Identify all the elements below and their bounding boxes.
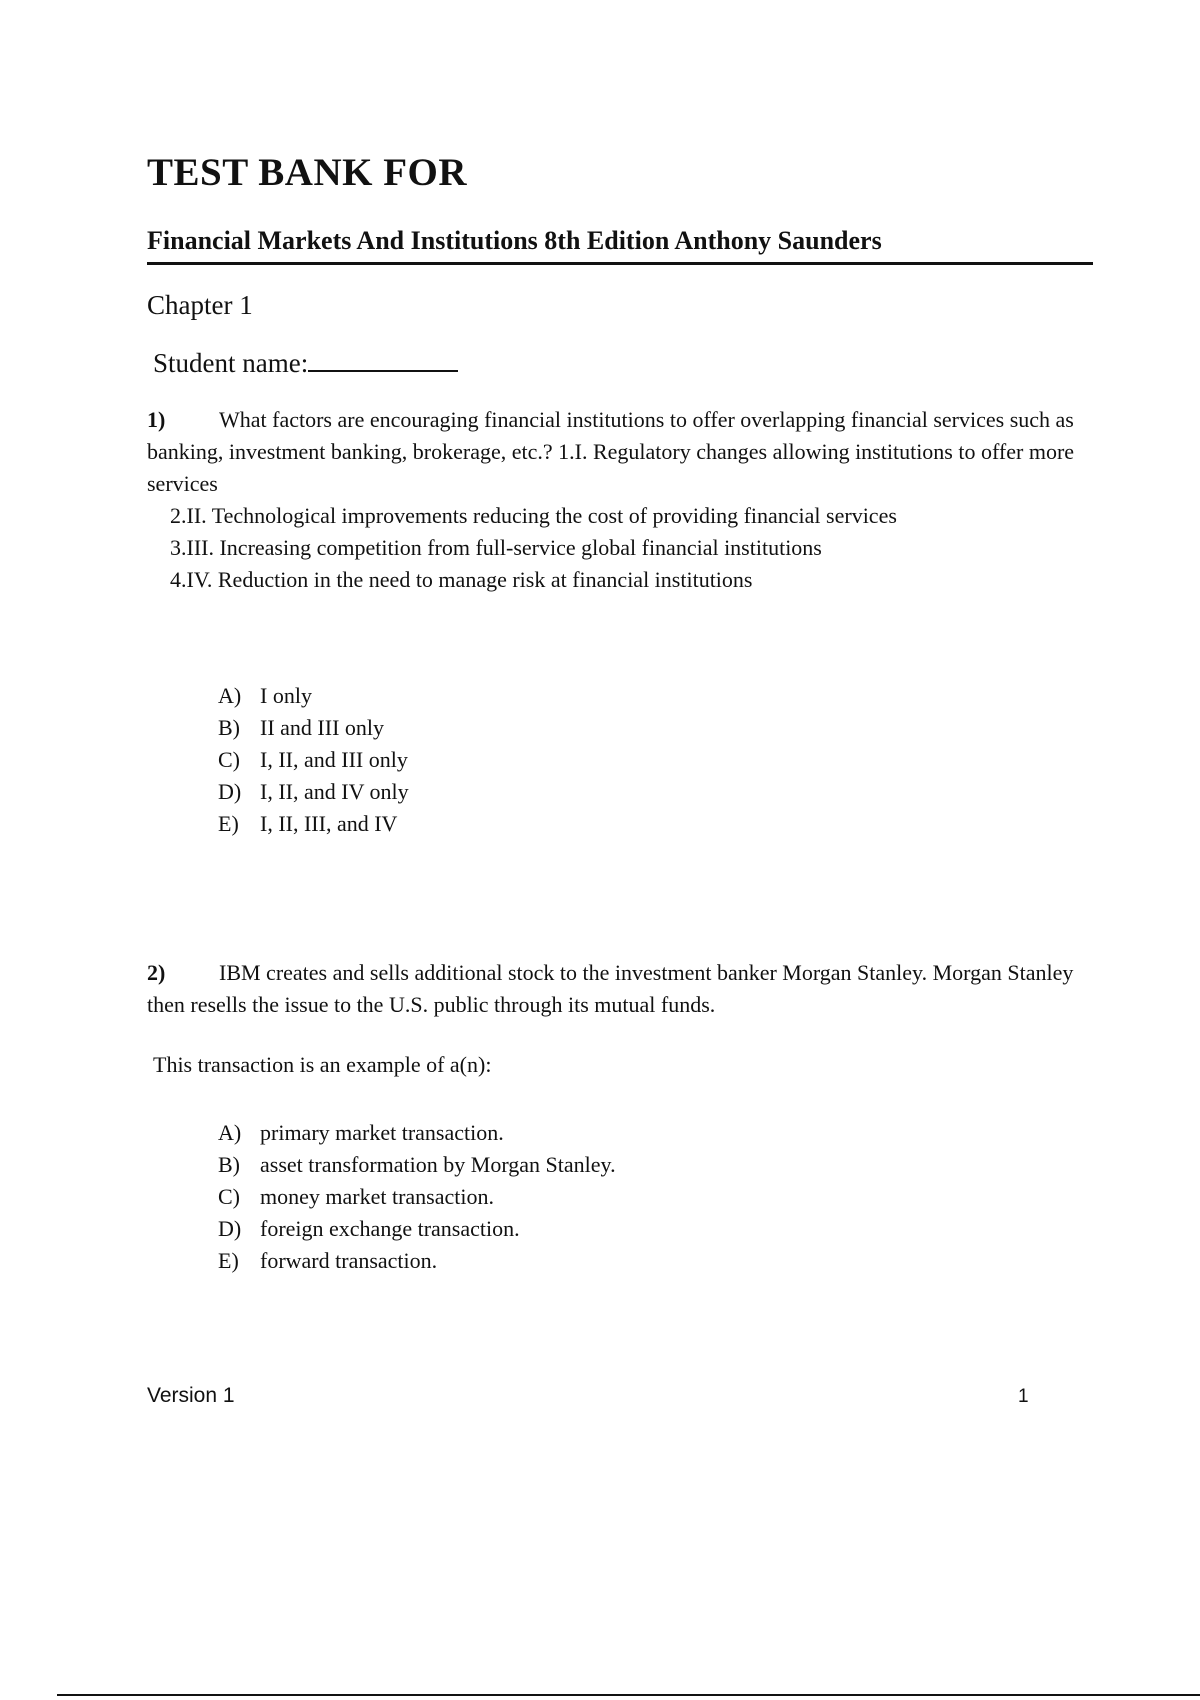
answer-option [218, 1245, 616, 1277]
option-text: money market transaction. [260, 1184, 494, 1209]
answer-option [218, 1213, 616, 1245]
document-subtitle: Financial Markets And Institutions 8th Edition Anthony Saunders [147, 226, 1093, 265]
chapter-heading: Chapter 1 [147, 290, 253, 320]
question-2 [147, 957, 1087, 1021]
question-2-options [218, 1117, 616, 1277]
student-name-line [153, 348, 458, 379]
answer-option [218, 680, 409, 712]
question-1 [147, 404, 1087, 500]
option-text: foreign exchange transaction. [260, 1216, 520, 1241]
answer-option [218, 808, 409, 840]
student-name-blank [308, 348, 458, 372]
option-text: forward transaction. [260, 1248, 438, 1273]
document-title: TEST BANK FOR [147, 151, 468, 194]
option-text: I only [260, 683, 312, 708]
option-letter: D) [218, 779, 242, 804]
footer-page-number: 1 [1018, 1386, 1029, 1407]
option-letter: E) [218, 1248, 239, 1273]
option-text: II and III only [260, 715, 385, 740]
sub-item: 4.IV. Reduction in the need to manage risk at financial institutions [170, 567, 753, 592]
option-letter: A) [218, 683, 242, 708]
sub-item: 3.III. Increasing competition from full-service global financial institutions [170, 535, 822, 560]
option-text: I, II, and III only [260, 747, 408, 772]
question-text: What factors are encouraging financial institutions to offer overlapping financial services such as banking, investment banking, brokerage, etc.? 1.I. Regulatory changes allowing institutions to offer more services [147, 407, 1075, 496]
answer-option [218, 1117, 616, 1149]
option-letter: C) [218, 747, 240, 772]
option-letter: B) [218, 1152, 240, 1177]
student-name-label: Student name: [153, 348, 309, 378]
answer-option [218, 712, 409, 744]
question-number: 1) [147, 407, 166, 432]
option-letter: E) [218, 811, 239, 836]
question-1-sub-items [170, 500, 897, 596]
sub-item: 2.II. Technological improvements reducing the cost of providing financial services [170, 503, 897, 528]
question-text: IBM creates and sells additional stock to the investment banker Morgan Stanley. Morgan Stanley then resells the issue to the U.S. public through its mutual funds. [147, 960, 1074, 1017]
option-letter: C) [218, 1184, 240, 1209]
option-letter: A) [218, 1120, 242, 1145]
option-text: asset transformation by Morgan Stanley. [260, 1152, 616, 1177]
bottom-divider [57, 1694, 1200, 1696]
question-2-stem: This transaction is an example of a(n): [153, 1052, 492, 1077]
answer-option [218, 744, 409, 776]
answer-option [218, 776, 409, 808]
option-letter: D) [218, 1216, 242, 1241]
option-text: I, II, and IV only [260, 779, 409, 804]
option-text: I, II, III, and IV [260, 811, 398, 836]
option-text: primary market transaction. [260, 1120, 504, 1145]
question-1-options [218, 680, 409, 840]
question-number: 2) [147, 960, 166, 985]
answer-option [218, 1149, 616, 1181]
answer-option [218, 1181, 616, 1213]
option-letter: B) [218, 715, 240, 740]
footer-version: Version 1 [147, 1384, 235, 1407]
